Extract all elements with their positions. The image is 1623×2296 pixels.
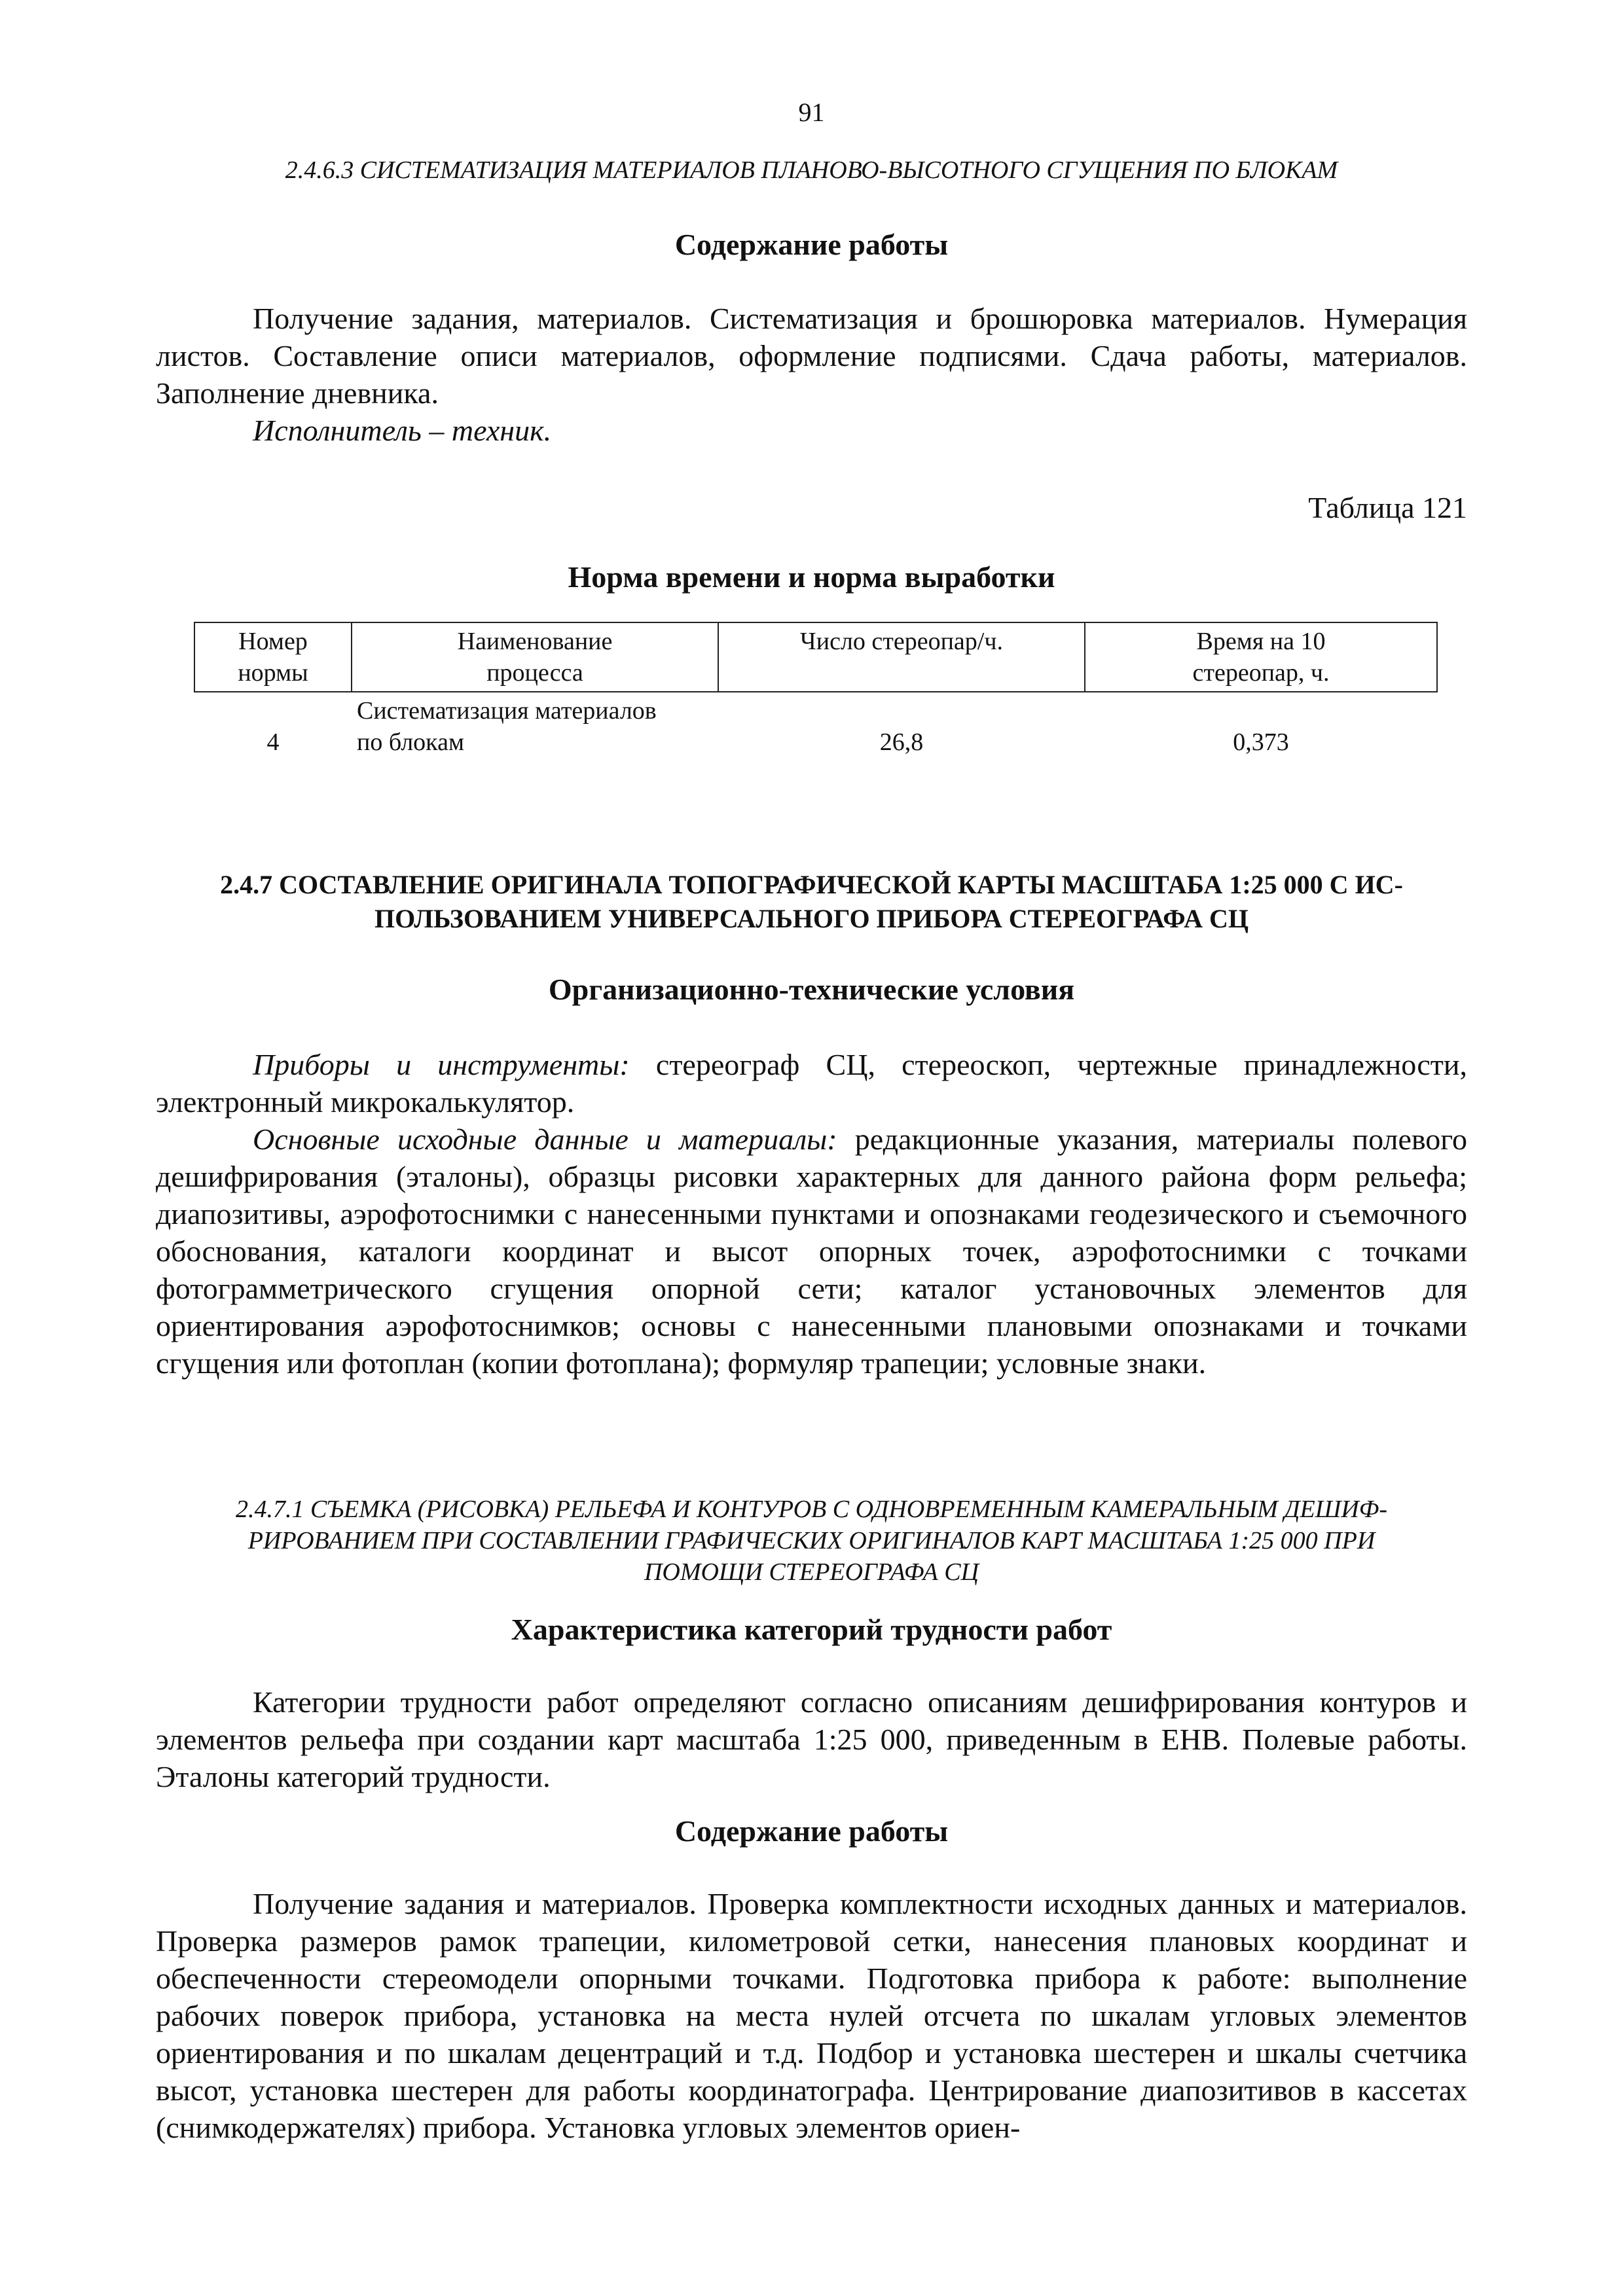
content-paragraph-1: Получение задания, материалов. Систематизация и брошюровка материалов. Нумерация листов. Составление описи материалов, оформление подписями. Сдача работы, материалов. Заполнение дневника. [156, 302, 1467, 410]
table-row [194, 692, 1437, 761]
header-process: Наименование процесса [352, 622, 718, 692]
materials-label: Основные исходные данные и материалы: [253, 1122, 837, 1156]
executor-line: Исполнитель – техник. [253, 414, 552, 447]
cell-time-per-10: 0,373 [1233, 728, 1289, 756]
tools-label: Приборы и инструменты: [253, 1048, 630, 1081]
cell-process: Систематизация материалов по блокам [357, 697, 657, 756]
section-2463-block [156, 154, 1467, 186]
header-number: Номер нормы [194, 622, 352, 692]
section-2471-heading: 2.4.7.1 СЪЕМКА (РИСОВКА) РЕЛЬЕФА И КОНТУРОВ С ОДНОВРЕМЕННЫМ КАМЕРАЛЬНЫМ ДЕШИФ- РИРОВАНИЕМ ПРИ СОСТАВЛЕНИИ ГРАФИЧЕСКИХ ОРИГИНАЛОВ КАРТ МАСШТАБА 1:25 000 ПРИ ПОМОЩИ СТЕРЕОГРАФА СЦ [235, 1496, 1388, 1586]
tools-paragraph [156, 1046, 1467, 1121]
conditions-heading: Организационно-технические условия [548, 973, 1075, 1006]
cell-pairs-per-hour: 26,8 [879, 728, 924, 756]
table-header-row [194, 622, 1437, 692]
tools-text: стереограф СЦ, стереоскоп, чертежные принадлежности, электронный микрокалькулятор. [156, 1048, 1467, 1119]
materials-paragraph [156, 1121, 1467, 1382]
content-heading-2: Содержание работы [674, 1814, 949, 1848]
table-title: Норма времени и норма выработки [568, 560, 1055, 594]
header-pairs-per-hour: Число стереопар/ч. [718, 622, 1085, 692]
header-time-per-10: Время на 10 стереопар, ч. [1085, 622, 1437, 692]
section-247-heading: 2.4.7 СОСТАВЛЕНИЕ ОРИГИНАЛА ТОПОГРАФИЧЕСКОЙ КАРТЫ МАСШТАБА 1:25 000 С ИС- ПОЛЬЗОВАНИЕМ УНИВЕРСАЛЬНОГО ПРИБОРА СТЕРЕОГРАФА СЦ [220, 870, 1403, 933]
content-paragraph-2: Получение задания и материалов. Проверка комплектности исходных данных и материалов. Проверка размеров рамок трапеции, километровой сетки, нанесения плановых координат и обеспеченности стереомодели опорными точками. Подготовка прибора к работе: выполнение рабочих поверок прибора, установка на места нулей отсчета по шкалам угловых элементов ориентирования и по шкалам децентраций и т.д. Подбор и установка шестерен и шкалы счетчика высот, установка шестерен для работы координатографа. Центрирование диапозитивов в кассетах (снимкодержателях) прибора. Установка угловых элементов ориен- [156, 1887, 1467, 2144]
norm-table [194, 622, 1438, 761]
table-label: Таблица 121 [1308, 491, 1467, 524]
materials-text: редакционные указания, материалы полевого дешифрирования (эталоны), образцы рисовки характерных для данного района форм рельефа; диапозитивы, аэрофотоснимки с нанесенными пунктами и опознаками геодезического и съемочного обоснования, каталоги координат и высот опорных точек, аэрофотоснимки с точками фотограмметрического сгущения опорной сети; каталог установочных элементов для ориентирования аэрофотоснимков; основы с нанесенными плановыми опознаками и точками сгущения или фотоплан (копии фотоплана); формуляр трапеции; условные знаки. [156, 1122, 1467, 1380]
content-heading-1: Содержание работы [674, 228, 949, 261]
categories-heading: Характеристика категорий трудности работ [511, 1613, 1112, 1646]
categories-paragraph: Категории трудности работ определяют согласно описаниям дешифрирования контуров и элементов рельефа при создании карт масштаба 1:25 000, приведенным в ЕНВ. Полевые работы. Эталоны категорий трудности. [156, 1685, 1467, 1793]
section-2463-heading: 2.4.6.3 СИСТЕМАТИЗАЦИЯ МАТЕРИАЛОВ ПЛАНОВО-ВЫСОТНОГО СГУЩЕНИЯ ПО БЛОКАМ [285, 156, 1338, 184]
cell-number: 4 [266, 728, 280, 756]
page-number: 91 [798, 98, 825, 127]
